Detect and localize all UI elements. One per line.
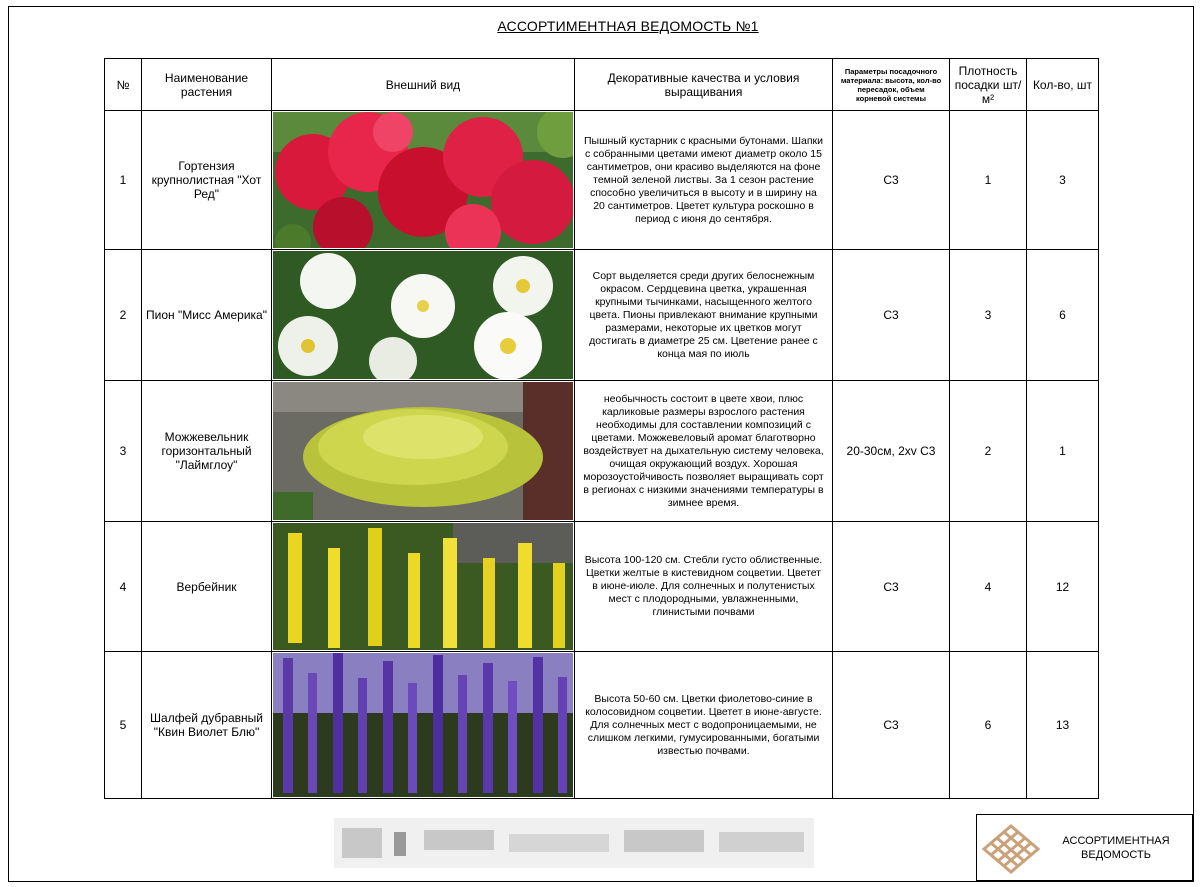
- table-row: [105, 250, 1099, 381]
- table-row: [105, 381, 1099, 522]
- header-num: №: [105, 59, 142, 111]
- white-peony-photo: [273, 251, 573, 379]
- plant-params: С3: [833, 111, 950, 250]
- row-num: 2: [105, 250, 142, 381]
- plant-name: Вербейник: [142, 522, 272, 652]
- plant-density: 1: [950, 111, 1027, 250]
- plant-params: 20-30см, 2xv С3: [833, 381, 950, 522]
- plant-qty: 1: [1027, 381, 1099, 522]
- table-row: [105, 652, 1099, 799]
- red-hydrangea-photo: [273, 112, 573, 248]
- plant-name: Шалфей дубравный "Квин Виолет Блю": [142, 652, 272, 799]
- plant-name: Пион "Мисс Америка": [142, 250, 272, 381]
- table-row: [105, 111, 1099, 250]
- salvia-photo: [273, 653, 573, 797]
- row-num: 4: [105, 522, 142, 652]
- row-num: 3: [105, 381, 142, 522]
- plant-qty: 6: [1027, 250, 1099, 381]
- assortment-table: [104, 58, 1099, 799]
- juniper-photo: [273, 382, 573, 520]
- plant-description: Высота 100-120 см. Стебли густо облиственные. Цветки желтые в кистевидном соцветии. Цветет в июне-июле. Для солнечных и полутенистых мест с плодородными, увлажненными, глинистыми почвами: [575, 522, 833, 652]
- plant-density: 6: [950, 652, 1027, 799]
- table-row: [105, 522, 1099, 652]
- plant-params: С3: [833, 250, 950, 381]
- plant-photo: [272, 381, 575, 522]
- plant-qty: 12: [1027, 522, 1099, 652]
- header-qty: Кол-во, шт: [1027, 59, 1099, 111]
- plant-name: Можжевельник горизонтальный "Лаймглоу": [142, 381, 272, 522]
- plant-qty: 13: [1027, 652, 1099, 799]
- redacted-area: [334, 818, 814, 868]
- plant-photo: [272, 652, 575, 799]
- plant-description: Пышный кустарник с красными бутонами. Шапки с собранными цветами имеют диаметр около 15 сантиметров, они красиво выделяются на фоне темной зеленой листвы. За 1 сезон растение способно увеличиться в высоту и в ширину на 20 сантиметров. Цветет культура роскошно в период с июня до сентября.: [575, 111, 833, 250]
- lattice-diamond-logo-icon: [981, 824, 1041, 874]
- plant-name: Гортензия крупнолистная "Хот Ред": [142, 111, 272, 250]
- row-num: 1: [105, 111, 142, 250]
- header-density: Плотность посадки шт/м²: [950, 59, 1027, 111]
- header-name: Наименование растения: [142, 59, 272, 111]
- plant-density: 4: [950, 522, 1027, 652]
- header-appearance: Внешний вид: [272, 59, 575, 111]
- header-description: Декоративные качества и условия выращивания: [575, 59, 833, 111]
- row-num: 5: [105, 652, 142, 799]
- plant-density: 2: [950, 381, 1027, 522]
- plant-params: С3: [833, 652, 950, 799]
- plant-photo: [272, 522, 575, 652]
- plant-params: С3: [833, 522, 950, 652]
- plant-photo: [272, 250, 575, 381]
- loosestrife-photo: [273, 523, 573, 650]
- plant-description: Сорт выделяется среди других белоснежным окрасом. Сердцевина цветка, украшенная крупными тычинками, насыщенного желтого цвета. Пионы привлекают внимание крупными размерами, некоторые их цветков могут достигать в диаметре 25 см. Цветение ранее с конца мая по июль: [575, 250, 833, 381]
- header-params: Параметры посадочного материала: высота, кол-во пересадок, объем корневой системы: [833, 59, 950, 111]
- stamp-label: АССОРТИМЕНТНАЯ ВЕДОМОСТЬ: [1062, 835, 1170, 861]
- plant-description: Высота 50-60 см. Цветки фиолетово-синие в колосовидном соцветии. Цветет в июне-августе. Для солнечных мест с водопроницаемыми, не слишком легкими, гумусированными, богатыми известью почвами.: [575, 652, 833, 799]
- title-stamp: [976, 814, 1193, 881]
- table-header-row: [105, 59, 1099, 111]
- plant-qty: 3: [1027, 111, 1099, 250]
- plant-photo: [272, 111, 575, 250]
- page-title: АССОРТИМЕНТНАЯ ВЕДОМОСТЬ №1: [497, 18, 759, 34]
- plant-description: необычность состоит в цвете хвои, плюс карликовые размеры взрослого растения необходимы для составлении композиций с цветами. Можжевеловый аромат благотворно воздействует на дыхательную систему человека, очищая окружающий воздух. Хорошая морозоустойчивость позволяет выращивать сорт в регионах с низкими значениями температуры в зимнее время.: [575, 381, 833, 522]
- plant-density: 3: [950, 250, 1027, 381]
